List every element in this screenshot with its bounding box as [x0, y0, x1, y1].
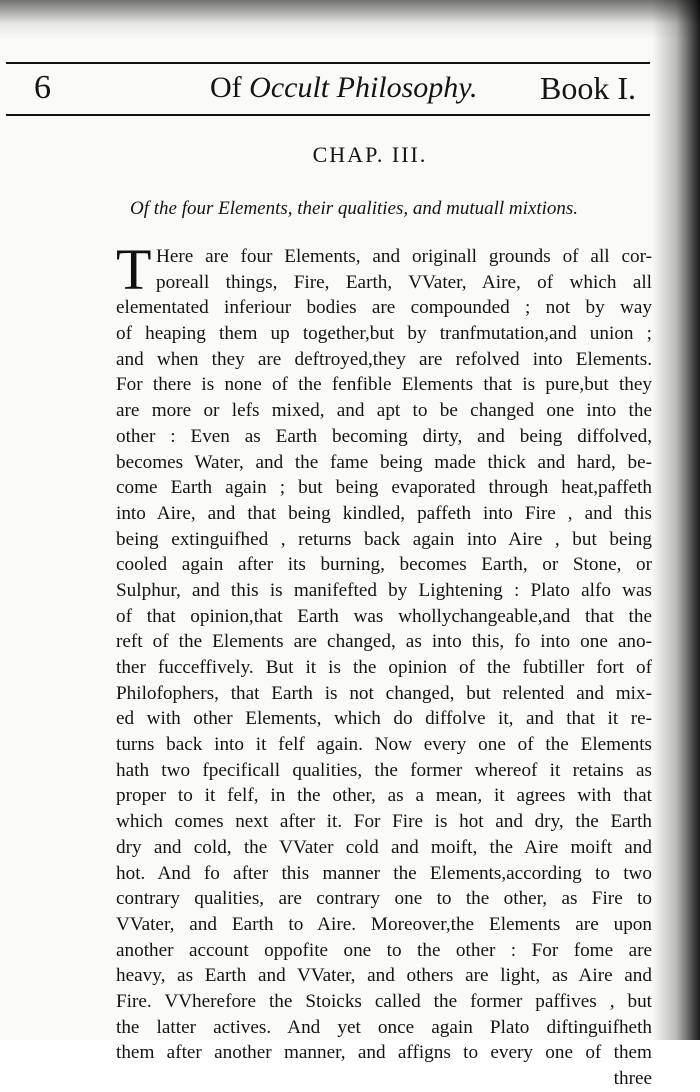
body-line: the latter actives. And yet once again Plato diftinguifheth	[116, 1016, 652, 1038]
body-line: becomes Water, and the fame being made thick and hard, be-	[116, 451, 652, 473]
body-line: heavy, as Earth and VVater, and others are light, as Aire and	[116, 965, 652, 987]
body-line: hath two fpecificall qualities, the former whereof it retains as	[116, 759, 652, 781]
scan-shadow-right	[652, 0, 700, 1040]
body-line: Sulphur, and this is manifefted by Lightening : Plato alfo was	[116, 579, 652, 601]
body-line: come Earth again ; but being evaporated through heat,paffeth	[116, 477, 652, 499]
body-line: of that opinion,that Earth was whollychangeable,and that the	[116, 605, 652, 627]
book-label: Book I.	[540, 70, 636, 106]
body-line: hot. And fo after this manner the Elements,according to two	[116, 862, 652, 884]
running-title-italic: Occult Philosophy.	[249, 71, 478, 104]
body-line: other : Even as Earth becoming dirty, and being diffolved,	[116, 425, 652, 447]
chapter-subtitle: Of the four Elements, their qualities, and mutuall mixtions.	[130, 198, 579, 219]
body-line: are more or lefs mixed, and apt to be changed one into the	[116, 400, 652, 422]
running-title-prefix: Of	[210, 71, 242, 104]
body-line: ed with other Elements, which do diffolve it, and that it re-	[116, 708, 652, 730]
body-line: into Aire, and that being kindled, paffeth into Fire , and this	[116, 502, 652, 524]
body-line: poreall things, Fire, Earth, VVater, Aire, of which all	[156, 271, 652, 293]
body-line: elementated inferiour bodies are compounded ; not by way	[116, 297, 652, 319]
body-line: proper to it felf, in the other, as a mean, it agrees with that	[116, 785, 652, 807]
chapter-heading: CHAP. III.	[312, 142, 428, 167]
body-line: and when they are deftroyed,they are refolved into Elements.	[116, 348, 652, 370]
body-line: Here are four Elements, and originall grounds of all cor-	[156, 246, 652, 267]
body-line: VVater, and Earth to Aire. Moreover,the Elements are upon	[116, 913, 652, 935]
body-line: being extinguifhed , returns back again into Aire , but being	[116, 528, 652, 550]
running-title	[210, 66, 477, 110]
body-line: dry and cold, the VVater cold and moift, the Aire moift and	[116, 836, 652, 858]
body-line: Philofophers, that Earth is not changed, but relented and mix-	[116, 682, 652, 704]
header-rule-bottom	[6, 114, 650, 116]
body-line: contrary qualities, are contrary one to the other, as Fire to	[116, 888, 652, 910]
drop-cap: T	[116, 237, 152, 302]
body-line: another account oppofite one to the other : For fome are	[116, 939, 652, 961]
body-line: which comes next after it. For Fire is hot and dry, the Earth	[116, 811, 652, 833]
body-line: three	[613, 1068, 652, 1089]
body-text	[116, 237, 652, 1092]
running-head	[0, 66, 700, 110]
header-rule-top	[6, 62, 650, 64]
body-line: ther fucceffively. But it is the opinion of the fubtiller fort of	[116, 657, 652, 678]
body-line: Fire. VVherefore the Stoicks called the former paffives , but	[116, 990, 652, 1012]
body-line: turns back into it felf again. Now every one of the Elements	[116, 734, 652, 756]
body-line: reft of the Elements are changed, as into this, fo into one ano-	[116, 631, 652, 653]
page-number: 6	[34, 69, 51, 106]
body-line: For there is none of the fenfible Elements that is pure,but they	[116, 374, 652, 396]
body-line: cooled again after its burning, becomes Earth, or Stone, or	[116, 554, 652, 576]
body-line: them after another manner, and affigns to every one of them	[116, 1042, 652, 1064]
body-line: of heaping them up together,but by tranfmutation,and union ;	[116, 323, 652, 345]
scan-shadow-top	[0, 0, 700, 40]
